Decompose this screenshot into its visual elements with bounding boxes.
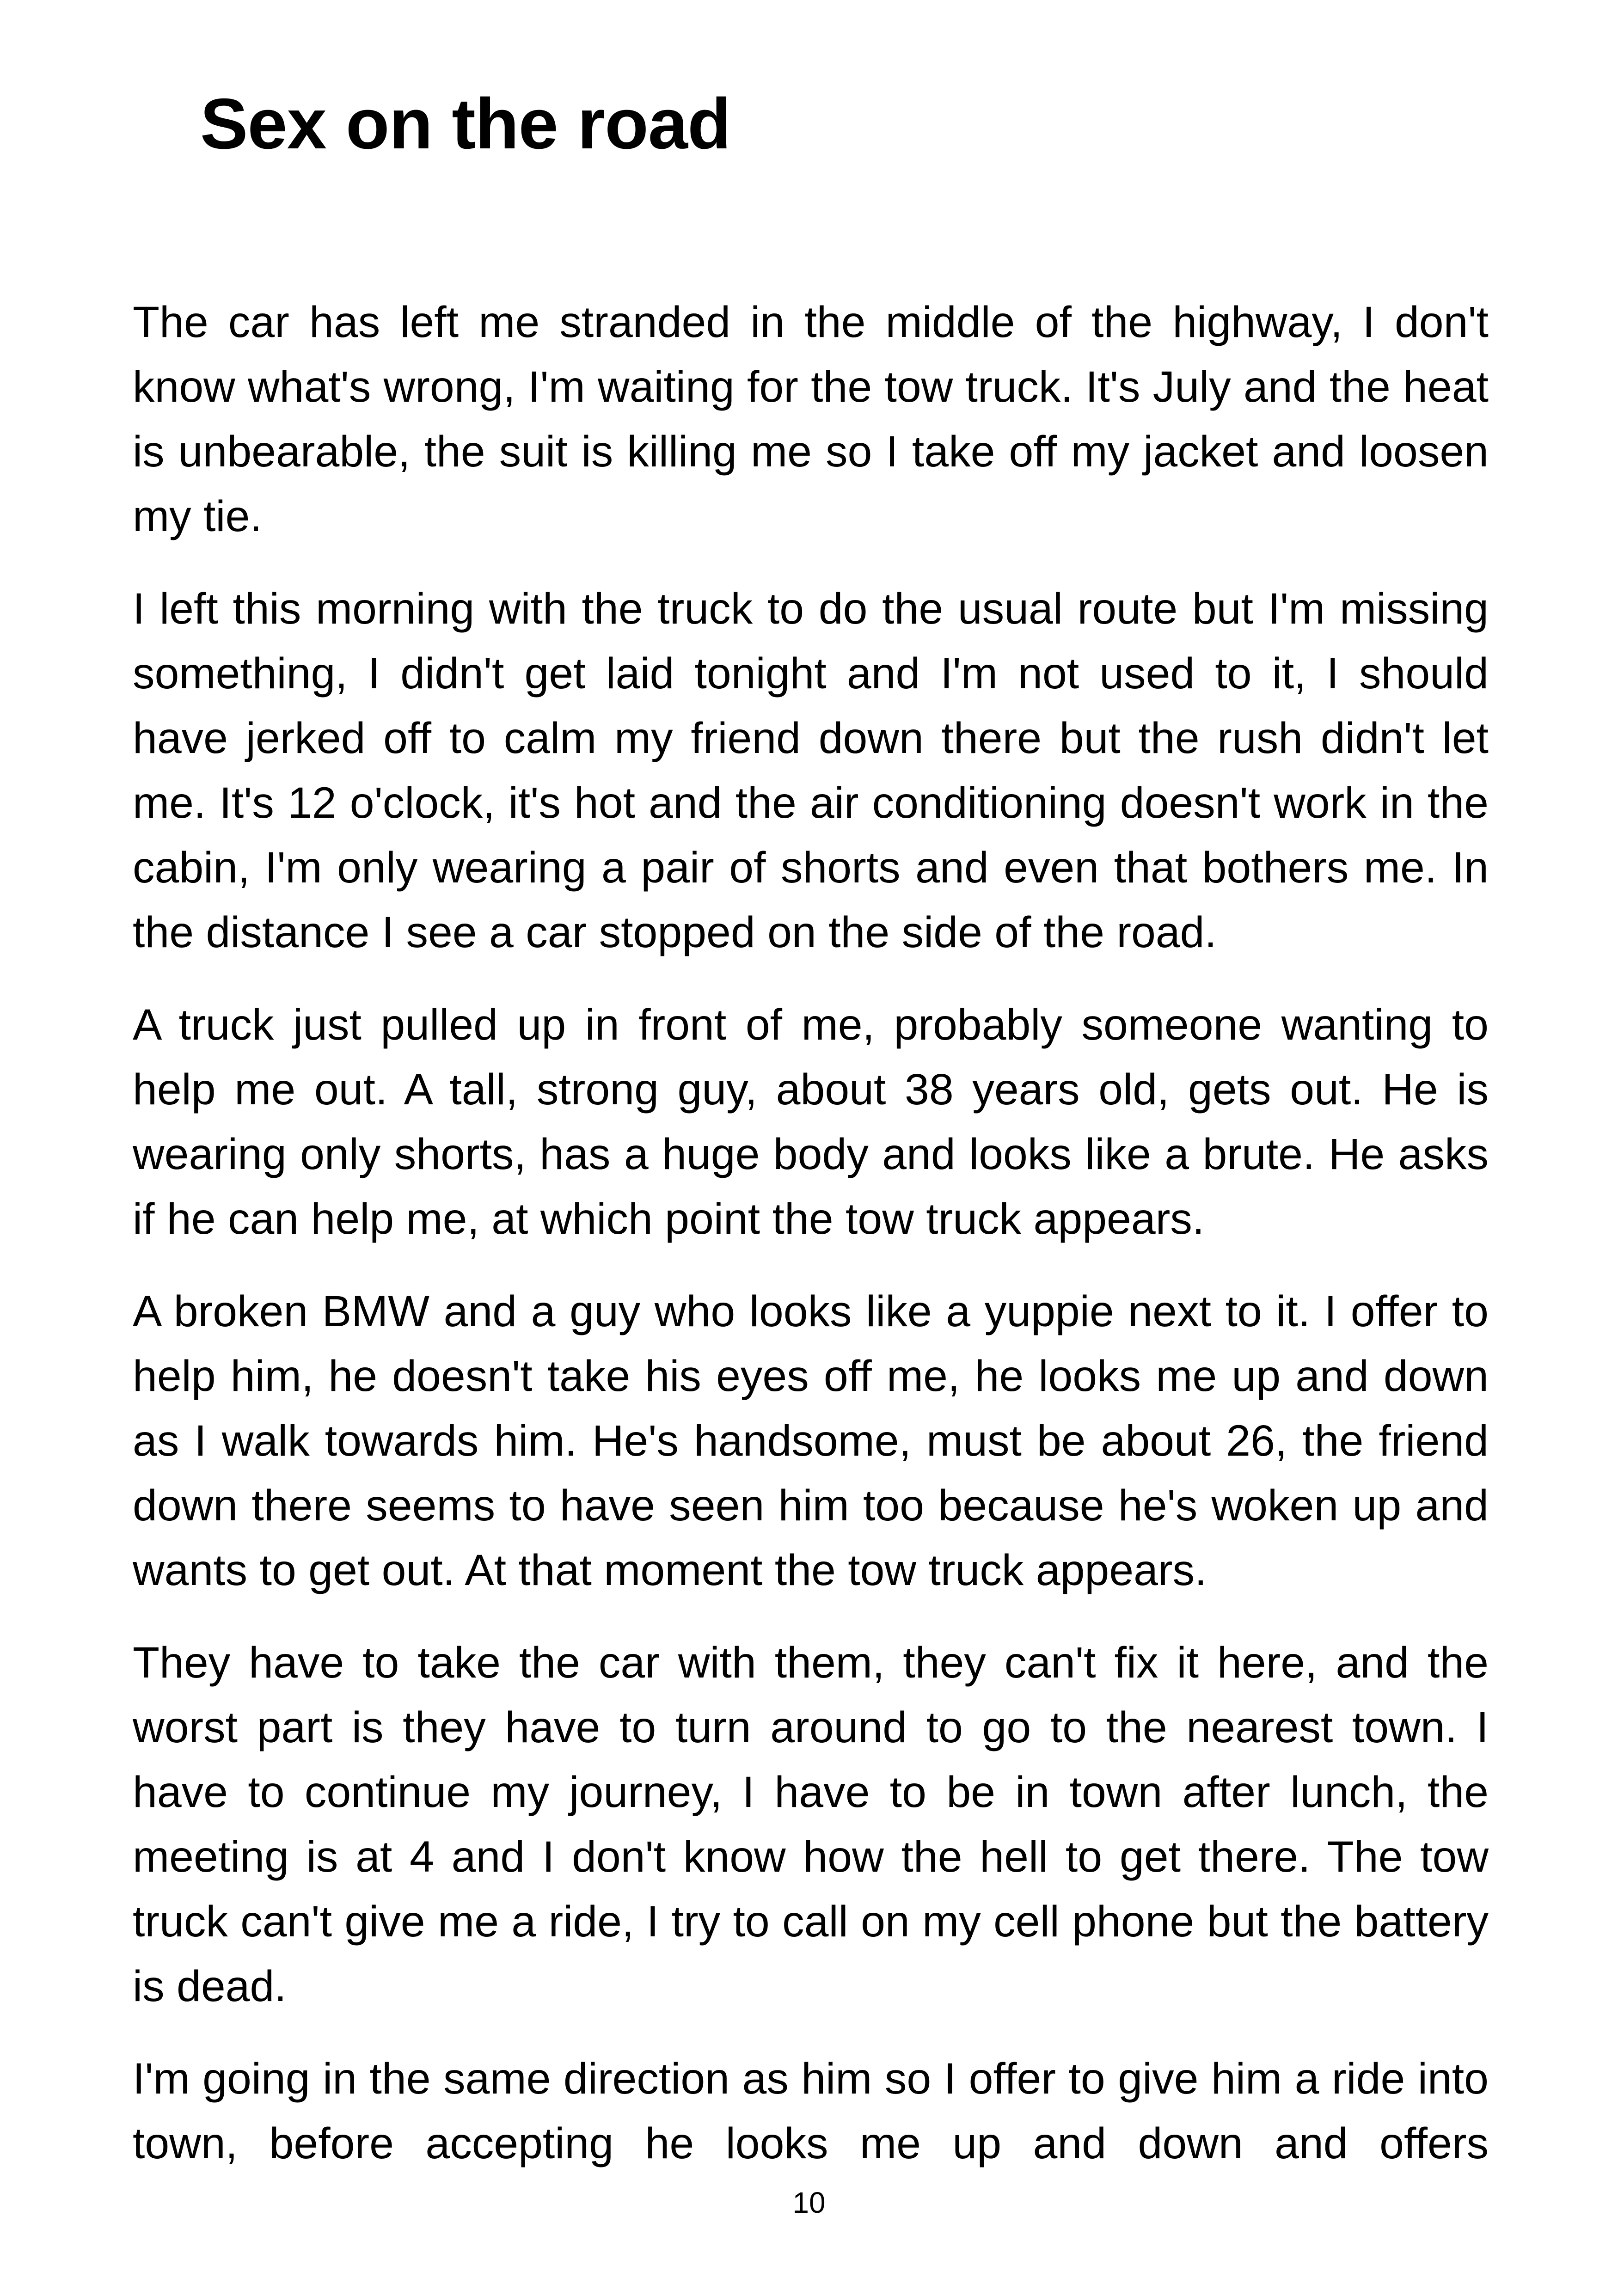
paragraph: A truck just pulled up in front of me, probably someone wanting to help me out. A tall, strong guy, about 38 years old, gets out. He is wearing only shorts, has a huge body and looks like a brute. He asks if he can help me, at which point the tow truck appears. [133,1000,1489,1243]
page-number: 10 [792,2186,826,2219]
paragraph: The car has left me stranded in the middle of the highway, I don't know what's wrong, I'm waiting for the tow truck. It's July and the heat is unbearable, the suit is killing me so I take off my jacket and loosen my tie. [133,298,1489,541]
paragraph: I'm going in the same direction as him so I offer to give him a ride into town, before accepting he looks me up and down and offers [133,2054,1489,2168]
paragraph: I left this morning with the truck to do the usual route but I'm missing something, I didn't get laid tonight and I'm not used to it, I should have jerked off to calm my friend down there but the rush didn't let me. It's 12 o'clock, it's hot and the air conditioning doesn't work in the cabin, I'm only wearing a pair of shorts and even that bothers me. In the distance I see a car stopped on the side of the road. [133,584,1489,957]
body-text [133,290,1489,2204]
paragraph: They have to take the car with them, they can't fix it here, and the worst part is they have to turn around to go to the nearest town. I have to continue my journey, I have to be in town after lunch, the meeting is at 4 and I don't know how the hell to get there. The tow truck can't give me a ride, I try to call on my cell phone but the battery is dead. [133,1638,1489,2011]
paragraph: A broken BMW and a guy who looks like a yuppie next to it. I offer to help him, he doesn't take his eyes off me, he looks me up and down as I walk towards him. He's handsome, must be about 26, the friend down there seems to have seen him too because he's woken up and wants to get out. At that moment the tow truck appears. [133,1287,1489,1595]
chapter-title: Sex on the road [200,84,731,164]
